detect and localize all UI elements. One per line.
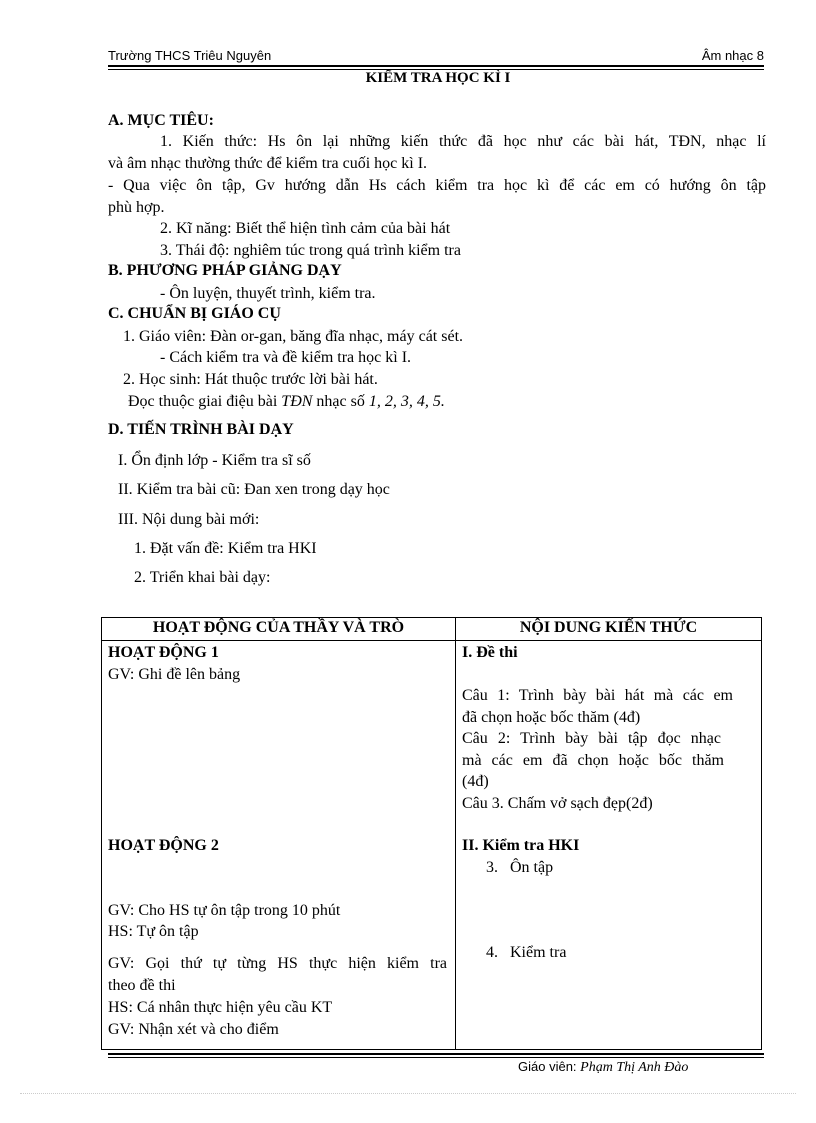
cell-activities <box>102 641 456 1050</box>
section-c-heading: C. CHUẨN BỊ GIÁO CỤ <box>108 305 281 322</box>
exam-heading: I. Đề thi <box>462 644 518 661</box>
section-c-item1: 1. Giáo viên: Đàn or-gan, băng đĩa nhạc, máy cát sét. <box>123 328 464 345</box>
header-rule-thick <box>108 65 764 67</box>
review-number: 3. <box>486 859 498 876</box>
teacher-name: Phạm Thị Anh Đào <box>580 1060 689 1075</box>
page-title: KIỂM TRA HỌC KÌ I <box>365 70 511 86</box>
page-bottom-divider <box>20 1093 796 1094</box>
test-number: 4. <box>486 944 498 961</box>
test-heading: II. Kiểm tra HKI <box>462 837 580 854</box>
c2-sub-mid: nhạc số <box>312 393 369 410</box>
c2-sub-nums: 1, 2, 3, 4, 5. <box>368 393 445 410</box>
page-footer <box>518 1059 688 1076</box>
review-label: Ôn tập <box>510 859 554 876</box>
section-d-item2: II. Kiểm tra bài cũ: Đan xen trong dạy học <box>118 481 390 498</box>
activity-2-heading: HOẠT ĐỘNG 2 <box>108 837 219 854</box>
c2-sub-pre: Đọc thuộc giai điệu bài <box>128 393 282 410</box>
lesson-table <box>101 617 762 1050</box>
subject-name: Âm nhạc 8 <box>701 48 764 63</box>
section-a-dash-line2: phù hợp. <box>108 199 165 216</box>
school-name: Trường THCS Triêu Nguyên <box>108 48 272 63</box>
section-d-item1: I. Ổn định lớp - Kiểm tra sĩ số <box>118 452 311 469</box>
question-2-line2: mà các em đã chọn hoặc bốc thăm <box>462 752 724 769</box>
gv-call-line1: GV: Gọi thứ tự từng HS thực hiện kiểm tra <box>108 955 447 972</box>
section-a-item3: 3. Thái độ: nghiêm túc trong quá trình kiểm tra <box>160 242 461 259</box>
hs-individual: HS: Cá nhân thực hiện yêu cầu KT <box>108 999 333 1016</box>
gv-call-line2: theo đề thi <box>108 977 176 994</box>
page-header <box>108 48 764 64</box>
section-d-item3-1: 1. Đặt vấn đề: Kiểm tra HKI <box>134 540 317 557</box>
section-a-dash-line1: - Qua việc ôn tập, Gv hướng dẫn Hs cách kiểm tra học kì để các em có hướng ôn tập <box>108 177 766 194</box>
hs-review: HS: Tự ôn tập <box>108 923 199 940</box>
section-b-heading: B. PHƯƠNG PHÁP GIẢNG DẠY <box>108 262 342 279</box>
table-body-row <box>102 641 762 1050</box>
teacher-label: Giáo viên: <box>518 1059 581 1074</box>
section-d-item3-2: 2. Triển khai bài dạy: <box>134 569 271 586</box>
section-a-heading: A. MỤC TIÊU: <box>108 112 214 129</box>
section-a-item2: 2. Kĩ năng: Biết thể hiện tình cảm của bài hát <box>160 220 451 237</box>
section-b-item1: - Ôn luyện, thuyết trình, kiểm tra. <box>160 285 376 302</box>
footer-rule-thick <box>108 1053 764 1055</box>
gv-review: GV: Cho HS tự ôn tập trong 10 phút <box>108 902 341 919</box>
section-d-heading: D. TIẾN TRÌNH BÀI DẠY <box>108 421 294 438</box>
cell-content <box>456 641 762 1050</box>
section-a-item1-line2: và âm nhạc thường thức để kiểm tra cuối học kì I. <box>108 155 428 172</box>
section-a-item1-line1: 1. Kiến thức: Hs ôn lại những kiến thức đã học như các bài hát, TĐN, nhạc lí <box>160 133 766 150</box>
section-c-item1-sub: - Cách kiểm tra và đề kiểm tra học kì I. <box>160 349 412 366</box>
section-c-item2-sub <box>128 392 445 412</box>
activity-1-heading: HOẠT ĐỘNG 1 <box>108 644 219 661</box>
c2-sub-tdn: TĐN <box>281 393 313 410</box>
question-1-line2: đã chọn hoặc bốc thăm (4đ) <box>462 709 641 726</box>
table-header-row <box>102 618 762 641</box>
question-1-line1: Câu 1: Trình bày bài hát mà các em <box>462 687 733 704</box>
activity-1-gv: GV: Ghi đề lên bảng <box>108 666 241 683</box>
footer-rule-thin <box>108 1057 764 1058</box>
col-header-activities: HOẠT ĐỘNG CỦA THẦY VÀ TRÒ <box>102 618 456 641</box>
gv-comment: GV: Nhận xét và cho điểm <box>108 1021 279 1038</box>
question-2-line3: (4đ) <box>462 773 489 790</box>
question-3: Câu 3. Chấm vở sạch đẹp(2đ) <box>462 795 653 812</box>
section-c-item2: 2. Học sinh: Hát thuộc trước lời bài hát. <box>123 371 378 388</box>
col-header-content: NỘI DUNG KIẾN THỨC <box>456 618 762 641</box>
section-d-item3: III. Nội dung bài mới: <box>118 511 260 528</box>
test-label: Kiểm tra <box>510 944 567 961</box>
question-2-line1: Câu 2: Trình bày bài tập đọc nhạc <box>462 730 721 747</box>
